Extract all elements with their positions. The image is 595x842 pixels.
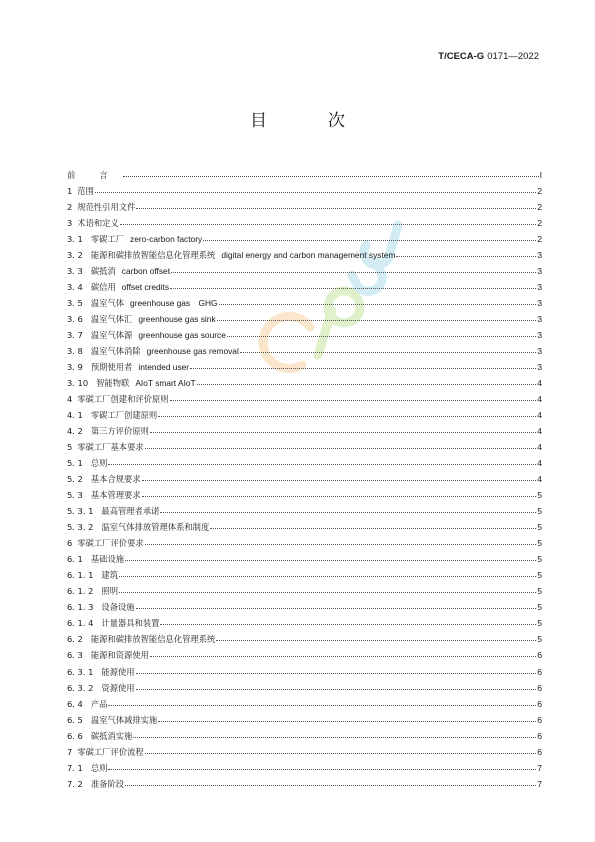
- toc-dot-leader: [123, 176, 539, 177]
- toc-entry-title: 设备设施: [101, 602, 135, 613]
- toc-entry-number: 6. 3. 2: [67, 682, 94, 693]
- toc-entry-number: 3. 5: [67, 298, 83, 309]
- toc-entry[interactable]: [67, 725, 542, 741]
- toc-entry[interactable]: [67, 164, 542, 180]
- toc-entry[interactable]: [67, 420, 542, 436]
- toc-entry-title: 基本管理要求: [90, 490, 141, 501]
- toc-entry-number: 6. 4: [67, 698, 83, 709]
- toc-entry[interactable]: [67, 212, 542, 228]
- toc-entry-number: 7: [67, 746, 73, 757]
- toc-entry-english-term: intended user: [138, 362, 190, 373]
- toc-entry-title: 零碳工厂创建和评价原则: [77, 394, 169, 405]
- toc-entry-page-number: 5: [537, 506, 542, 517]
- toc-entry[interactable]: [67, 773, 542, 789]
- toc-entry-number: 3. 8: [67, 346, 83, 357]
- toc-entry-english-term: carbon offset: [121, 266, 171, 277]
- toc-entry-title: 建筑: [101, 570, 118, 581]
- toc-entry-title: 资源使用: [101, 682, 135, 693]
- toc-entry-page-number: 7: [537, 762, 542, 773]
- toc-entry[interactable]: [67, 484, 542, 500]
- toc-dot-leader: [170, 400, 537, 401]
- toc-dot-leader: [150, 656, 536, 657]
- toc-entry-page-number: 5: [537, 570, 542, 581]
- toc-entry-number: 6. 1. 1: [67, 570, 94, 581]
- page-title: 目 次: [250, 111, 367, 131]
- toc-entry-title: 计量器具和装置: [101, 618, 160, 629]
- toc-entry-number: 4. 2: [67, 426, 83, 437]
- toc-dot-leader: [136, 673, 537, 674]
- toc-entry-title: 智能物联: [96, 378, 130, 389]
- toc-entry-page-number: 4: [537, 474, 542, 485]
- toc-entry-number: 3. 3: [67, 266, 83, 277]
- toc-entry-page-number: 4: [537, 458, 542, 469]
- toc-entry-title: 零碳工厂创建原则: [90, 410, 158, 421]
- toc-entry-title: 第三方评价原则: [90, 426, 149, 437]
- toc-entry[interactable]: [67, 196, 542, 212]
- toc-entry-page-number: 3: [537, 282, 542, 293]
- toc-entry[interactable]: [67, 356, 542, 372]
- toc-entry[interactable]: [67, 757, 542, 773]
- toc-dot-leader: [240, 352, 536, 353]
- toc-entry-page-number: 4: [537, 442, 542, 453]
- toc-entry-page-number: 4: [537, 394, 542, 405]
- toc-dot-leader: [217, 320, 537, 321]
- toc-entry-title: 零碳工厂评价要求: [77, 538, 144, 549]
- toc-entry-number: 6. 5: [67, 714, 83, 725]
- toc-entry-number: 6. 1. 4: [67, 618, 94, 629]
- toc-entry[interactable]: [67, 548, 542, 564]
- toc-entry[interactable]: [67, 228, 542, 244]
- toc-entry-number: 前: [67, 170, 76, 181]
- toc-entry-title: 基本合规要求: [90, 474, 141, 485]
- toc-entry-page-number: 6: [537, 698, 542, 709]
- toc-dot-leader: [125, 785, 536, 786]
- toc-entry-page-number: 3: [537, 250, 542, 261]
- toc-dot-leader: [119, 576, 536, 577]
- toc-entry-title: 预期使用者: [90, 362, 133, 373]
- toc-entry[interactable]: [67, 500, 542, 516]
- toc-entry[interactable]: [67, 372, 542, 388]
- table-of-contents: [67, 164, 542, 789]
- toc-dot-leader: [136, 689, 537, 690]
- toc-dot-leader: [136, 608, 537, 609]
- toc-entry-number: 6. 1. 2: [67, 586, 94, 597]
- toc-entry-title: 碳信用: [90, 282, 116, 293]
- document-prefix: T/CECA-G: [438, 51, 485, 62]
- toc-entry-page-number: 7: [537, 778, 542, 789]
- toc-dot-leader: [119, 592, 536, 593]
- toc-entry-page-number: 2: [537, 218, 542, 229]
- toc-entry-title: 零碳工厂评价流程: [77, 746, 144, 757]
- toc-entry[interactable]: [67, 596, 542, 612]
- toc-entry-english-term: zero-carbon factory: [130, 234, 203, 245]
- toc-entry-title: 能源使用: [101, 666, 135, 677]
- toc-dot-leader: [150, 432, 536, 433]
- toc-entry-title: 最高管理者承诺: [101, 506, 160, 517]
- toc-entry-number: 6. 1. 3: [67, 602, 94, 613]
- toc-entry-page-number: 5: [537, 522, 542, 533]
- toc-entry-page-number: 3: [537, 314, 542, 325]
- toc-entry-title: 能源和资源使用: [90, 650, 149, 661]
- toc-entry-title: 范围: [77, 186, 94, 197]
- toc-entry-page-number: 4: [537, 410, 542, 421]
- toc-entry-title: 温室气体: [90, 298, 125, 309]
- toc-entry-page-number: 6: [537, 650, 542, 661]
- toc-dot-leader: [203, 240, 536, 241]
- toc-entry-number: 5. 2: [67, 474, 83, 485]
- toc-entry-number: 1: [67, 186, 73, 197]
- document-serial: 0171—2022: [487, 51, 539, 62]
- toc-entry-page-number: 5: [537, 490, 542, 501]
- toc-entry[interactable]: [67, 276, 542, 292]
- toc-entry-number: 5. 3. 1: [67, 506, 94, 517]
- toc-entry-title: 能源和碳排放智能信息化管理系统: [90, 250, 216, 261]
- toc-entry[interactable]: [67, 580, 542, 596]
- toc-entry-page-number: 6: [537, 682, 542, 693]
- toc-entry-title: 零碳工厂基本要求: [77, 442, 144, 453]
- toc-entry-page-number: 5: [537, 602, 542, 613]
- toc-entry-number: 6. 2: [67, 634, 83, 645]
- toc-entry-title: 总则: [90, 458, 108, 469]
- toc-entry-number: 5. 3: [67, 490, 83, 501]
- toc-entry-number: 2: [67, 202, 73, 213]
- toc-entry[interactable]: [67, 244, 542, 260]
- toc-dot-leader: [158, 416, 536, 417]
- toc-entry[interactable]: [67, 644, 542, 660]
- toc-entry-title: 温室气体减排实施: [90, 714, 158, 725]
- toc-entry-page-number: 3: [537, 346, 542, 357]
- toc-dot-leader: [219, 304, 537, 305]
- toc-entry-page-number: 6: [537, 730, 542, 741]
- toc-dot-leader: [142, 480, 537, 481]
- toc-entry[interactable]: [67, 404, 542, 420]
- toc-entry-title: 碳抵消实施: [90, 730, 133, 741]
- toc-dot-leader: [133, 737, 536, 738]
- toc-entry-title: 准备阶段: [90, 778, 125, 789]
- toc-entry[interactable]: [67, 693, 542, 709]
- toc-entry[interactable]: [67, 324, 542, 340]
- toc-entry-page-number: 2: [537, 186, 542, 197]
- toc-entry[interactable]: [67, 452, 542, 468]
- toc-entry[interactable]: [67, 180, 542, 196]
- toc-dot-leader: [125, 560, 536, 561]
- toc-entry-number: 3. 9: [67, 362, 83, 373]
- toc-entry[interactable]: [67, 388, 542, 404]
- toc-entry-page-number: 3: [537, 362, 542, 373]
- toc-entry-title: 言: [99, 170, 122, 181]
- toc-dot-leader: [158, 721, 536, 722]
- toc-entry-title: 零碳工厂: [90, 234, 125, 245]
- toc-entry-number: 4: [67, 394, 73, 405]
- toc-entry-english-term: greenhouse gas sink: [138, 314, 216, 325]
- toc-dot-leader: [227, 336, 536, 337]
- toc-entry-title: 产品: [90, 698, 108, 709]
- toc-entry-page-number: 6: [537, 714, 542, 725]
- toc-dot-leader: [120, 224, 536, 225]
- toc-entry-title: 术语和定义: [77, 218, 119, 229]
- toc-entry-number: 3. 4: [67, 282, 83, 293]
- toc-entry-title: 总则: [90, 762, 108, 773]
- toc-entry-number: 5. 3. 2: [67, 522, 94, 533]
- toc-entry-number: 6. 3: [67, 650, 83, 661]
- toc-entry-number: 7. 2: [67, 778, 83, 789]
- toc-entry[interactable]: [67, 516, 542, 532]
- toc-dot-leader: [145, 544, 537, 545]
- toc-dot-leader: [160, 512, 536, 513]
- toc-entry-number: 7. 1: [67, 762, 83, 773]
- toc-entry-number: 3. 1: [67, 234, 83, 245]
- toc-entry-number: 3. 10: [67, 378, 89, 389]
- toc-entry[interactable]: [67, 564, 542, 580]
- toc-entry-title: 碳抵消: [90, 266, 116, 277]
- document-number: [438, 51, 539, 62]
- toc-dot-leader: [171, 272, 536, 273]
- toc-entry[interactable]: [67, 468, 542, 484]
- toc-entry-english-term: greenhouse gas GHG: [130, 298, 218, 309]
- toc-entry-title: 温室气体汇: [90, 314, 133, 325]
- toc-entry-page-number: 4: [537, 426, 542, 437]
- toc-entry-title: 基础设施: [90, 554, 125, 565]
- toc-entry-page-number: 5: [537, 586, 542, 597]
- toc-entry[interactable]: [67, 628, 542, 644]
- toc-entry-number: 3. 7: [67, 330, 83, 341]
- toc-entry[interactable]: [67, 532, 542, 548]
- toc-dot-leader: [145, 448, 537, 449]
- toc-entry-title: 温室气体源: [90, 330, 133, 341]
- toc-dot-leader: [160, 624, 536, 625]
- toc-dot-leader: [210, 528, 536, 529]
- toc-entry-page-number: 5: [537, 634, 542, 645]
- toc-entry-page-number: 6: [537, 666, 542, 677]
- toc-entry-title: 温室气体消除: [90, 346, 141, 357]
- toc-entry-page-number: 3: [537, 330, 542, 341]
- toc-entry-number: 5: [67, 442, 73, 453]
- toc-entry[interactable]: [67, 340, 542, 356]
- toc-entry-page-number: 2: [537, 202, 542, 213]
- toc-dot-leader: [95, 192, 536, 193]
- toc-entry[interactable]: [67, 292, 542, 308]
- toc-dot-leader: [136, 208, 536, 209]
- toc-entry[interactable]: [67, 741, 542, 757]
- toc-entry[interactable]: [67, 308, 542, 324]
- toc-dot-leader: [190, 368, 536, 369]
- toc-entry-english-term: digital energy and carbon management system: [221, 250, 396, 261]
- toc-dot-leader: [216, 640, 536, 641]
- toc-entry[interactable]: [67, 260, 542, 276]
- toc-entry-number: 6: [67, 538, 73, 549]
- toc-entry[interactable]: [67, 612, 542, 628]
- toc-entry-number: 5. 1: [67, 458, 83, 469]
- toc-entry-page-number: 5: [537, 554, 542, 565]
- toc-entry-page-number: 6: [537, 746, 542, 757]
- toc-entry-page-number: 5: [537, 538, 542, 549]
- toc-entry-number: 3: [67, 218, 73, 229]
- toc-entry-number: 6. 6: [67, 730, 83, 741]
- toc-entry-number: 4. 1: [67, 410, 83, 421]
- toc-entry-title: 能源和碳排放智能信息化管理系统: [90, 634, 216, 645]
- toc-dot-leader: [197, 384, 537, 385]
- toc-entry-number: 6. 1: [67, 554, 83, 565]
- toc-entry-english-term: offset credits: [121, 282, 170, 293]
- toc-entry-english-term: greenhouse gas removal: [146, 346, 239, 357]
- toc-dot-leader: [108, 705, 536, 706]
- toc-entry-page-number: 2: [537, 234, 542, 245]
- toc-entry-english-term: greenhouse gas source: [138, 330, 226, 341]
- toc-entry[interactable]: [67, 709, 542, 725]
- toc-dot-leader: [108, 769, 536, 770]
- toc-entry-number: 3. 2: [67, 250, 83, 261]
- toc-entry-number: 3. 6: [67, 314, 83, 325]
- toc-entry-page-number: 3: [537, 266, 542, 277]
- toc-entry[interactable]: [67, 677, 542, 693]
- toc-entry[interactable]: [67, 660, 542, 676]
- toc-entry-title: 照明: [101, 586, 118, 597]
- toc-entry-page-number: 4: [537, 378, 542, 389]
- toc-entry[interactable]: [67, 436, 542, 452]
- toc-dot-leader: [145, 753, 537, 754]
- toc-dot-leader: [108, 464, 536, 465]
- toc-dot-leader: [396, 256, 536, 257]
- toc-entry-page-number: 3: [537, 298, 542, 309]
- toc-entry-page-number: 5: [537, 618, 542, 629]
- toc-dot-leader: [142, 496, 537, 497]
- toc-entry-number: 6. 3. 1: [67, 666, 94, 677]
- toc-entry-english-term: AIoT smart AIoT: [135, 378, 196, 389]
- toc-dot-leader: [170, 288, 536, 289]
- toc-entry-title: 温室气体排放管理体系和制度: [101, 522, 210, 533]
- toc-entry-title: 规范性引用文件: [77, 202, 136, 213]
- toc-entry-page-number: I: [539, 170, 542, 181]
